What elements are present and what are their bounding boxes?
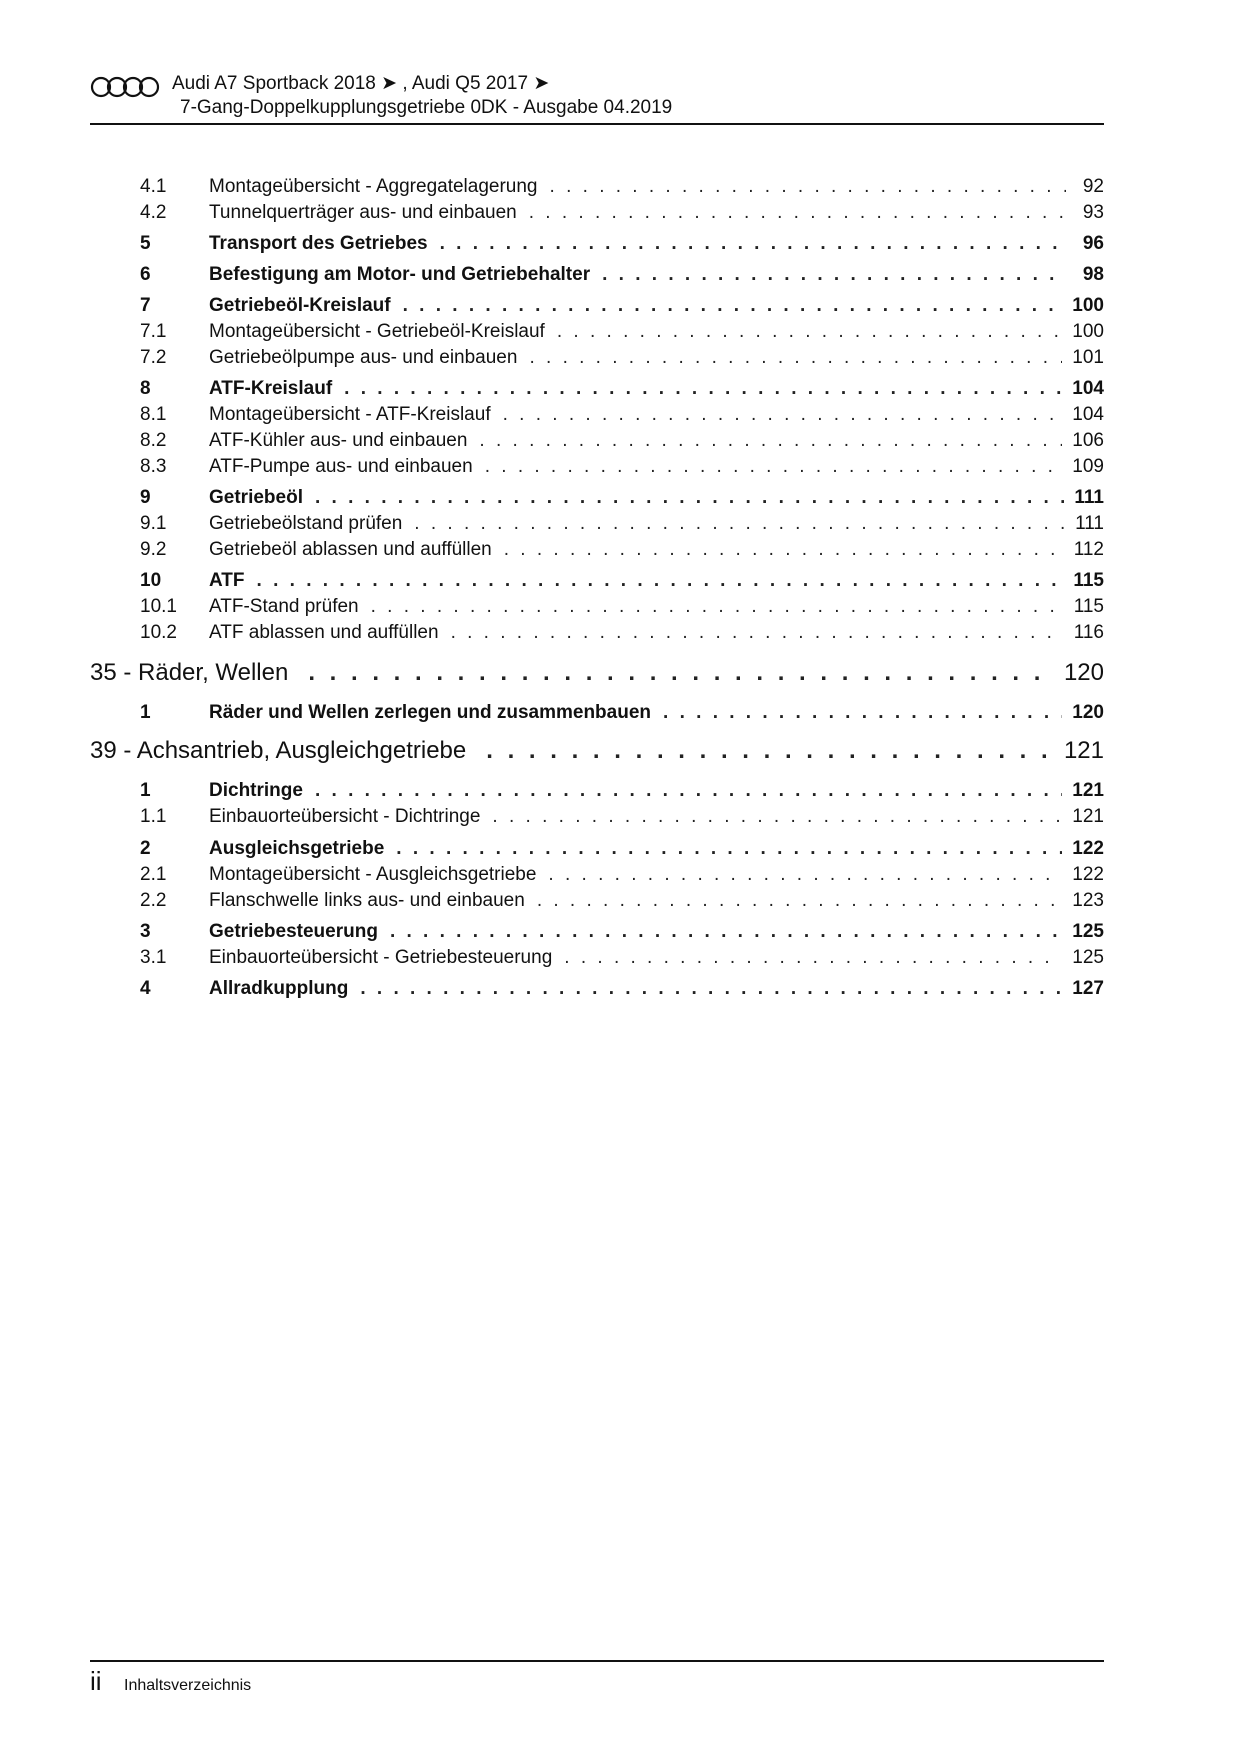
toc-chapter-entry[interactable]	[90, 659, 1104, 691]
toc-entry-number: 7.1	[140, 321, 167, 342]
toc-entry-page: 92	[1082, 176, 1104, 197]
toc-entry-number: 1	[140, 780, 151, 801]
toc-entry[interactable]	[140, 539, 1104, 565]
toc-entry[interactable]	[140, 176, 1104, 202]
toc-entry-title: ATF-Kühler aus- und einbauen	[209, 430, 468, 451]
dot-leader	[315, 780, 1062, 802]
dot-leader	[344, 378, 1062, 400]
toc-entry-page: 109	[1072, 456, 1104, 477]
dot-leader	[548, 864, 1062, 886]
toc-entry-title: Getriebeölpumpe aus- und einbauen	[209, 347, 518, 368]
toc-section-entry[interactable]	[140, 978, 1104, 1004]
header-manual-line: 7-Gang-Doppelkupplungsgetriebe 0DK - Ausgabe 04.2019	[180, 97, 673, 118]
toc-entry-title: Getriebeöl-Kreislauf	[209, 295, 391, 316]
toc-entry-title: ATF-Kreislauf	[209, 378, 333, 399]
toc-entry-page: 127	[1072, 978, 1104, 999]
toc-chapter-title: 35 - Räder, Wellen	[90, 659, 289, 686]
toc-entry[interactable]	[140, 456, 1104, 482]
dot-leader	[371, 596, 1064, 618]
toc-section-entry[interactable]	[140, 780, 1104, 806]
toc-entry-title: Getriebeöl ablassen und auffüllen	[209, 539, 492, 560]
toc-entry-number: 8.1	[140, 404, 167, 425]
toc-section-entry[interactable]	[140, 921, 1104, 947]
toc-entry-number: 8.3	[140, 456, 167, 477]
toc-entry-page: 123	[1072, 890, 1104, 911]
toc-entry-number: 3	[140, 921, 151, 942]
toc-entry-number: 1	[140, 702, 151, 723]
toc-entry-page: 115	[1073, 570, 1104, 591]
toc-section-entry[interactable]	[140, 487, 1104, 513]
dot-leader	[485, 456, 1063, 478]
dot-leader	[503, 404, 1063, 426]
dot-leader	[403, 295, 1063, 317]
toc-entry-title: Getriebesteuerung	[209, 921, 378, 942]
dot-leader	[537, 890, 1062, 912]
dot-leader	[308, 659, 1054, 687]
dot-leader	[257, 570, 1064, 592]
toc-entry-number: 4.2	[140, 202, 167, 223]
toc-entry-number: 9.1	[140, 513, 167, 534]
dot-leader	[564, 947, 1062, 969]
toc-entry-number: 5	[140, 233, 151, 254]
footer-divider	[90, 1660, 1104, 1662]
toc-entry-number: 4.1	[140, 176, 167, 197]
toc-entry-title: ATF-Pumpe aus- und einbauen	[209, 456, 473, 477]
toc-entry-page: 98	[1082, 264, 1104, 285]
toc-entry-title: Montageübersicht - Aggregatelagerung	[209, 176, 538, 197]
toc-entry-page: 106	[1072, 430, 1104, 451]
toc-entry-number: 8.2	[140, 430, 167, 451]
toc-entry-page: 121	[1072, 780, 1104, 801]
toc-entry-page: 101	[1072, 347, 1104, 368]
toc-entry-number: 3.1	[140, 947, 167, 968]
toc-entry[interactable]	[140, 596, 1104, 622]
toc-entry-page: 111	[1075, 513, 1104, 534]
toc-entry[interactable]	[140, 864, 1104, 890]
toc-entry-title: Dichtringe	[209, 780, 303, 801]
toc-entry-title: Einbauorteübersicht - Dichtringe	[209, 806, 481, 827]
toc-entry[interactable]	[140, 347, 1104, 373]
dot-leader	[390, 921, 1062, 943]
header-divider	[90, 123, 1104, 125]
toc-entry-title: Ausgleichsgetriebe	[209, 838, 385, 859]
dot-leader	[486, 737, 1054, 765]
toc-entry-title: Getriebeölstand prüfen	[209, 513, 403, 534]
toc-entry-title: Getriebeöl	[209, 487, 303, 508]
toc-entry[interactable]	[140, 321, 1104, 347]
toc-chapter-page: 120	[1063, 659, 1104, 686]
toc-entry-page: 93	[1082, 202, 1104, 223]
header-vehicle-line: Audi A7 Sportback 2018 ➤ , Audi Q5 2017 ➤	[172, 73, 550, 94]
toc-entry[interactable]	[140, 806, 1104, 832]
toc-chapter-title: 39 - Achsantrieb, Ausgleichgetriebe	[90, 737, 467, 764]
dot-leader	[479, 430, 1062, 452]
toc-entry-title: Montageübersicht - Ausgleichsgetriebe	[209, 864, 537, 885]
toc-entry-number: 2.2	[140, 890, 167, 911]
toc-entry-page: 112	[1073, 539, 1104, 560]
toc-entry-title: Transport des Getriebes	[209, 233, 428, 254]
toc-entry-page: 120	[1072, 702, 1104, 723]
toc-section-entry[interactable]	[140, 838, 1104, 864]
toc-entry-number: 1.1	[140, 806, 167, 827]
toc-entry-number: 2	[140, 838, 151, 859]
toc-entry-number: 9	[140, 487, 151, 508]
toc-entry-number: 7.2	[140, 347, 167, 368]
toc-section-entry[interactable]	[140, 264, 1104, 290]
toc-entry-number: 2.1	[140, 864, 167, 885]
toc-entry[interactable]	[140, 404, 1104, 430]
toc-entry[interactable]	[140, 430, 1104, 456]
dot-leader	[451, 622, 1064, 644]
toc-entry-page: 122	[1072, 838, 1104, 859]
toc-section-entry[interactable]	[140, 570, 1104, 596]
toc-entry-title: Räder und Wellen zerlegen und zusammenbauen	[209, 702, 652, 723]
footer-section-label: Inhaltsverzeichnis	[124, 1677, 252, 1694]
toc-entry-page: 116	[1073, 622, 1104, 643]
toc-entry-number: 9.2	[140, 539, 167, 560]
toc-entry-title: ATF	[209, 570, 245, 591]
toc-chapter-entry[interactable]	[90, 737, 1104, 769]
toc-entry-title: Allradkupplung	[209, 978, 349, 999]
dot-leader	[360, 978, 1062, 1000]
toc-entry-page: 100	[1072, 295, 1104, 316]
toc-entry-number: 4	[140, 978, 151, 999]
toc-entry-number: 8	[140, 378, 151, 399]
toc-entry-number: 6	[140, 264, 151, 285]
toc-entry-page: 125	[1072, 921, 1104, 942]
toc-entry-page: 121	[1072, 806, 1104, 827]
toc-entry-page: 96	[1082, 233, 1104, 254]
toc-entry[interactable]	[140, 890, 1104, 916]
toc-chapter-page: 121	[1063, 737, 1104, 764]
toc-entry[interactable]	[140, 202, 1104, 228]
audi-rings-logo	[90, 76, 160, 98]
dot-leader	[492, 806, 1062, 828]
toc-entry-title: Flanschwelle links aus- und einbauen	[209, 890, 525, 911]
dot-leader	[557, 321, 1062, 343]
toc-entry-page: 122	[1072, 864, 1104, 885]
dot-leader	[663, 702, 1062, 724]
toc-section-entry[interactable]	[140, 702, 1104, 728]
toc-section-entry[interactable]	[140, 233, 1104, 259]
dot-leader	[440, 233, 1066, 255]
toc-entry[interactable]	[140, 947, 1104, 973]
toc-entry-title: Einbauorteübersicht - Getriebesteuerung	[209, 947, 553, 968]
toc-entry-title: Montageübersicht - ATF-Kreislauf	[209, 404, 491, 425]
dot-leader	[396, 838, 1062, 860]
dot-leader	[414, 513, 1065, 535]
toc-entry-page: 111	[1074, 487, 1104, 508]
page-header	[90, 72, 1104, 124]
dot-leader	[550, 176, 1066, 198]
toc-section-entry[interactable]	[140, 295, 1104, 321]
dot-leader	[504, 539, 1064, 561]
toc-entry-page: 115	[1073, 596, 1104, 617]
toc-entry-page: 104	[1072, 378, 1104, 399]
toc-entry-page: 100	[1072, 321, 1104, 342]
toc-entry[interactable]	[140, 622, 1104, 648]
dot-leader	[602, 264, 1066, 286]
toc-entry-page: 104	[1072, 404, 1104, 425]
dot-leader	[529, 347, 1062, 369]
toc-entry-number: 7	[140, 295, 151, 316]
toc-entry-page: 125	[1072, 947, 1104, 968]
toc-entry-title: Montageübersicht - Getriebeöl-Kreislauf	[209, 321, 545, 342]
toc-entry-number: 10.1	[140, 596, 177, 617]
footer-page-number: ii	[90, 1666, 102, 1696]
toc-entry-title: ATF-Stand prüfen	[209, 596, 359, 617]
dot-leader	[315, 487, 1064, 509]
toc-entry[interactable]	[140, 513, 1104, 539]
toc-entry-number: 10	[140, 570, 162, 591]
toc-entry-title: Tunnelquerträger aus- und einbauen	[209, 202, 517, 223]
toc-entry-number: 10.2	[140, 622, 177, 643]
dot-leader	[529, 202, 1066, 224]
toc-section-entry[interactable]	[140, 378, 1104, 404]
toc-entry-title: Befestigung am Motor- und Getriebehalter	[209, 264, 591, 285]
toc-entry-title: ATF ablassen und auffüllen	[209, 622, 439, 643]
